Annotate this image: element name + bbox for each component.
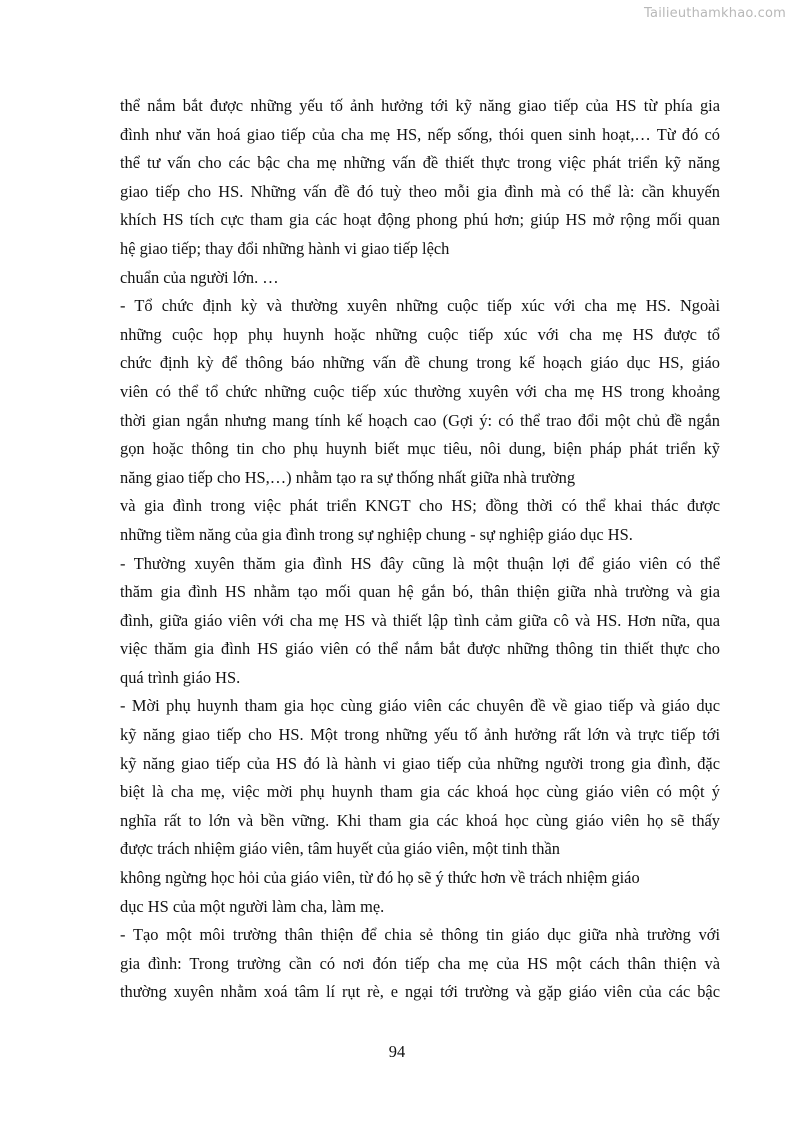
- document-body: [120, 92, 720, 1007]
- text-line: - Thường xuyên thăm gia đình HS đây cũng là một thuận lợi để giáo viên có thể: [120, 553, 720, 573]
- text-line: chuẩn của người lớn. …: [120, 267, 279, 287]
- text-line: không ngừng học hỏi của giáo viên, từ đó họ sẽ ý thức hơn về trách nhiệm giáo: [120, 868, 640, 888]
- text-line: viên có thể tổ chức những cuộc tiếp xúc thường xuyên với cha mẹ HS trong khoảng: [120, 381, 720, 401]
- text-line: hệ giao tiếp; thay đổi những hành vi giao tiếp lệch: [120, 238, 450, 258]
- text-line: gọn hoặc thông tin cho phụ huynh biết mục tiêu, nôi dung, biện pháp phát triển kỹ: [120, 439, 720, 459]
- text-line: biệt là cha mẹ, việc mời phụ huynh tham gia các khoá học cùng giáo viên có một ý: [120, 782, 720, 802]
- text-line: nghĩa rất to lớn và bền vững. Khi tham gia các khoá học cùng giáo viên họ sẽ thấy: [120, 810, 720, 830]
- text-line: - Tổ chức định kỳ và thường xuyên những cuộc tiếp xúc với cha mẹ HS. Ngoài: [120, 296, 720, 316]
- text-line: gia đình: Trong trường cần có nơi đón tiếp cha mẹ của HS một cách thân thiện và: [120, 953, 720, 973]
- text-line: thể nắm bắt được những yếu tố ảnh hưởng tới kỹ năng giao tiếp của HS từ phía gia: [120, 96, 720, 115]
- text-line: thăm gia đình HS nhằm tạo mối quan hệ gắn bó, thân thiện giữa nhà trường và gia: [120, 582, 720, 602]
- text-line: và gia đình trong việc phát triển KNGT cho HS; đồng thời có thể khai thác được: [120, 496, 720, 516]
- text-line: kỹ năng giao tiếp cho HS. Một trong những yếu tố ảnh hưởng rất lớn và trực tiếp tới: [120, 725, 720, 745]
- watermark: Tailieuthamkhao.com: [644, 6, 786, 21]
- text-line: khích HS tích cực tham gia các hoạt động phong phú hơn; giúp HS mở rộng mối quan: [120, 210, 720, 230]
- text-line: dục HS của một người làm cha, làm mẹ.: [120, 896, 385, 916]
- text-line: năng giao tiếp cho HS,…) nhằm tạo ra sự thống nhất giữa nhà trường: [120, 467, 576, 487]
- text-line: chức định kỳ để thông báo những vấn đề chung trong kế hoạch giáo dục HS, giáo: [120, 353, 720, 373]
- text-line: được trách nhiệm giáo viên, tâm huyết của giáo viên, một tinh thần: [120, 839, 560, 859]
- text-line: thời gian ngắn nhưng mang tính kế hoạch cao (Gợi ý: có thể trao đổi một chủ đề ngắn: [120, 410, 720, 430]
- text-line: - Mời phụ huynh tham gia học cùng giáo viên các chuyên đề về giao tiếp và giáo dục: [120, 696, 720, 716]
- text-line: đình như văn hoá giao tiếp của cha mẹ HS, nếp sống, thói quen sinh hoạt,… Từ đó có: [120, 124, 720, 144]
- text-line: những tiềm năng của gia đình trong sự nghiệp chung - sự nghiệp giáo dục HS.: [120, 524, 633, 544]
- text-line: việc thăm gia đình HS giáo viên có thể nắm bắt được những thông tin thiết thực cho: [120, 639, 720, 659]
- text-line: thể tư vấn cho các bậc cha mẹ những vấn đề thiết thực trong việc phát triển kỹ năng: [120, 153, 720, 173]
- text-line: thường xuyên nhằm xoá tâm lí rụt rè, e ngại tới trường và gặp giáo viên của các bậc: [120, 982, 720, 1002]
- text-line: kỹ năng giao tiếp của HS đó là hành vi giao tiếp của những người trong gia đình, đặc: [120, 753, 720, 773]
- text-line: đình, giữa giáo viên với cha mẹ HS và thiết lập tình cảm giữa cô và HS. Hơn nữa, qua: [120, 610, 720, 630]
- text-line: những cuộc họp phụ huynh hoặc những cuộc tiếp xúc với cha mẹ HS được tổ: [120, 324, 720, 344]
- page-number: 94: [388, 1042, 406, 1061]
- text-line: giao tiếp cho HS. Những vấn đề đó tuỳ theo mỗi gia đình mà có thể là: cần khuyến: [120, 181, 720, 201]
- text-line: - Tạo một môi trường thân thiện để chia sẻ thông tin giáo dục giữa nhà trường với: [120, 925, 720, 945]
- text-line: quá trình giáo HS.: [120, 667, 241, 687]
